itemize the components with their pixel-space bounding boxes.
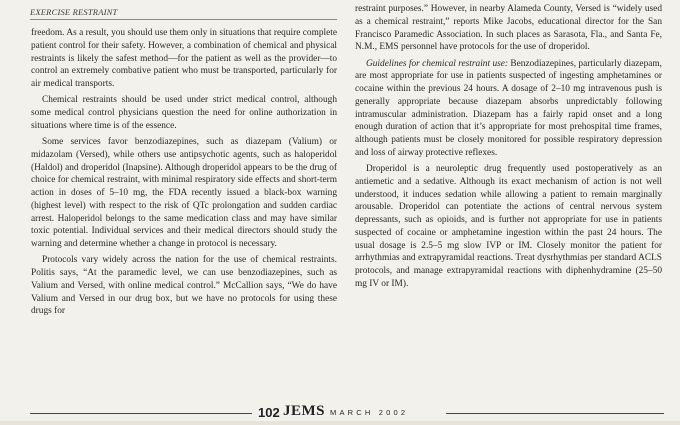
paragraph: freedom. As a result, you should use them only in situations that require complete patient control for their safety. However, a combination of chemical and physical restraints is likely the safest method—for the patient as well as the provider—to control an extremely combative patient who must be transported, particularly for air medical transports. — [31, 28, 337, 89]
left-column — [31, 27, 337, 318]
page-footer — [0, 404, 680, 422]
magazine-name: JEMS — [283, 403, 326, 419]
header-rule — [30, 19, 337, 20]
footer-rule-left — [30, 413, 252, 414]
guideline-body: Benzodiazepines, particularly diazepam, are most appropriate for use in patients suspected of ingesting amphetamines or cocaine within the previous 24 hours. A dosage of 2–10 mg intravenous push is generally appropriate because diazepam absorbs unpredictably following intramuscular administration. Diazepam has a fairly rapid onset and a long enough duration of action that it’s appropriate for most prehospital time frames, although patients must be closely monitored for possible respiratory depression and loss of airway protective reflexes. — [355, 58, 662, 158]
bottom-edge — [0, 421, 680, 425]
paragraph: Chemical restraints should be used under strict medical control, although some medical control physicians question the need for online authorization in situations where time is of the essence. — [31, 95, 337, 131]
section-label: EXERCISE RESTRAINT — [30, 7, 118, 17]
footer-rule-right — [446, 413, 664, 414]
issue-date: MARCH 2002 — [330, 408, 409, 417]
page-number: 102 — [258, 405, 280, 420]
guideline-heading: Guidelines for chemical restraint use: — [366, 58, 509, 69]
paragraph: Some services favor benzodiazepines, such as diazepam (Valium) or midazolam (Versed), while others use antipsychotic agents, such as haloperidol (Haldol) and droperidol (Inapsine). Although droperidol appears to be the drug of choice for chemical restraint, with minimal respiratory side effects and short-term action in doses of 5–10 mg, the FDA recently issued a black-box warning (highest level) with respect to the risk of QTc prolongation and sudden cardiac arrest. Haloperidol belongs to the same medication class and may have similar toxic potential. Individual services and their medical directors should study the warning and determine whether a change in protocol is necessary. — [31, 137, 337, 249]
paragraph: restraint purposes.” However, in nearby Alameda County, Versed is “widely used as a chemical restraint,” reports Mike Jacobs, educational director for the San Francisco Paramedic Association. In such places as Sarasota, Fla., and Santa Fe, N.M., EMS personnel have protocols for the use of droperidol. — [355, 4, 662, 53]
right-column — [355, 3, 662, 291]
paragraph: Droperidol is a neuroleptic drug frequently used postoperatively as an antiemetic and a sedative. Although its exact mechanism of action is not well understood, it induces sedation while allowing a patient to remain marginally arousable. Droperidol can potentiate the actions of central nervous system depressants, such as opioids, and is further not appropriate for use in patients suspected of cocaine or amphetamine ingestion within the past 24 hours. The usual dosage is 2.5–5 mg slow IVP or IM. Closely monitor the patient for arrhythmias and extrapyramidal reactions. Treat dysrhythmias per standard ACLS protocols, and manage extrapyramidal reactions with diphenhydramine (25–50 mg IV or IM). — [355, 164, 662, 289]
paragraph: Protocols vary widely across the nation for the use of chemical restraints. Politis says, “At the paramedic level, we can use benzodiazepines, such as Valium and Versed, with online medical control.” McCallion says, “We do have Valium and Versed in our drug box, but we have no protocols for using these drugs for — [31, 255, 337, 317]
guideline-paragraph — [355, 58, 662, 160]
